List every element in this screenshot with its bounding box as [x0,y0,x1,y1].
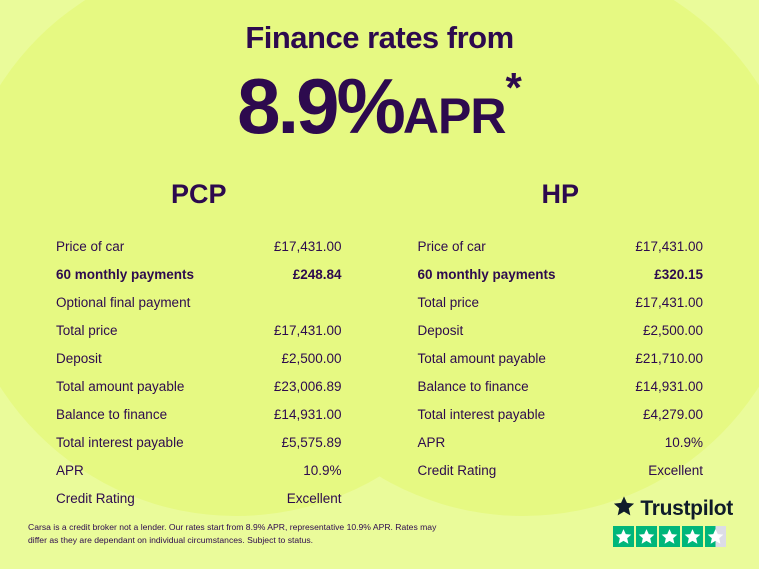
row-label: Deposit [56,350,102,366]
table-row [56,484,342,512]
row-value: £2,500.00 [281,350,342,366]
row-label: Credit Rating [56,490,135,506]
table-row [56,288,342,316]
row-value: £17,431.00 [273,238,342,254]
star-icon [659,526,680,547]
row-value: £17,431.00 [635,294,703,310]
table-row [56,260,342,288]
table-row [418,428,704,456]
row-label: Total amount payable [417,350,546,366]
row-label: Total amount payable [56,378,185,394]
row-label: Balance to finance [56,406,168,422]
table-row [56,232,342,260]
row-value: £21,710.00 [635,350,703,366]
table-row [56,428,342,456]
hp-title: HP [541,179,579,209]
table-row [418,288,704,316]
page-title: Finance rates from [245,20,514,55]
row-value: 10.9% [303,462,342,478]
row-label: APR [417,434,446,450]
star-icon [613,526,634,547]
row-value: £5,575.89 [281,434,342,450]
row-label: APR [56,462,84,478]
half-star-icon [705,526,726,547]
row-value: £17,431.00 [273,322,342,338]
table-row [418,316,704,344]
finance-table-pcp [0,179,380,512]
star-icon [682,526,703,547]
row-label: Total interest payable [417,406,546,422]
row-value: Excellent [286,490,342,506]
table-row [418,344,704,372]
row-label: Optional final payment [56,294,191,310]
trustpilot-stars [613,526,733,547]
trustpilot-wordmark: Trustpilot [640,496,733,520]
row-label: Price of car [417,238,486,254]
apr-unit: APR [402,88,506,144]
trustpilot-star-icon [613,495,635,522]
table-row [56,400,342,428]
table-row [56,316,342,344]
row-label: Balance to finance [417,378,529,394]
row-value: £14,931.00 [635,378,703,394]
row-label: Total price [56,322,118,338]
apr-asterisk: * [505,64,522,111]
row-label: Credit Rating [417,462,497,478]
apr-headline [0,62,759,150]
table-row [418,400,704,428]
row-label: 60 monthly payments [56,266,195,282]
table-row [418,232,704,260]
apr-rate: 8.9% [237,62,403,150]
trustpilot-rating [613,495,733,547]
table-row [56,344,342,372]
star-icon [636,526,657,547]
row-label: Deposit [417,322,464,338]
row-value: £14,931.00 [273,406,342,422]
row-value: £248.84 [292,266,342,282]
row-label: Total price [417,294,480,310]
row-label: Total interest payable [56,434,184,450]
row-label: Price of car [56,238,125,254]
table-row [56,372,342,400]
table-row [56,456,342,484]
finance-tables [0,179,759,512]
table-row [418,456,704,484]
row-value: £4,279.00 [642,406,703,422]
table-row [418,260,704,288]
disclaimer-text: Carsa is a credit broker not a lender. Our rates start from 8.9% APR, representative 10.9% APR. Rates may differ as they are dependant on individual circumstances. Subject to status. [28,522,437,546]
row-value: Excellent [648,462,703,478]
row-value: 10.9% [664,434,703,450]
row-value: £17,431.00 [635,238,703,254]
table-row [418,372,704,400]
row-value: £23,006.89 [273,378,342,394]
finance-table-hp [380,179,759,512]
row-value: £2,500.00 [642,322,703,338]
row-value: £320.15 [654,266,703,282]
pcp-title: PCP [170,179,227,209]
trustpilot-logo [613,495,733,522]
row-label: 60 monthly payments [417,266,556,282]
